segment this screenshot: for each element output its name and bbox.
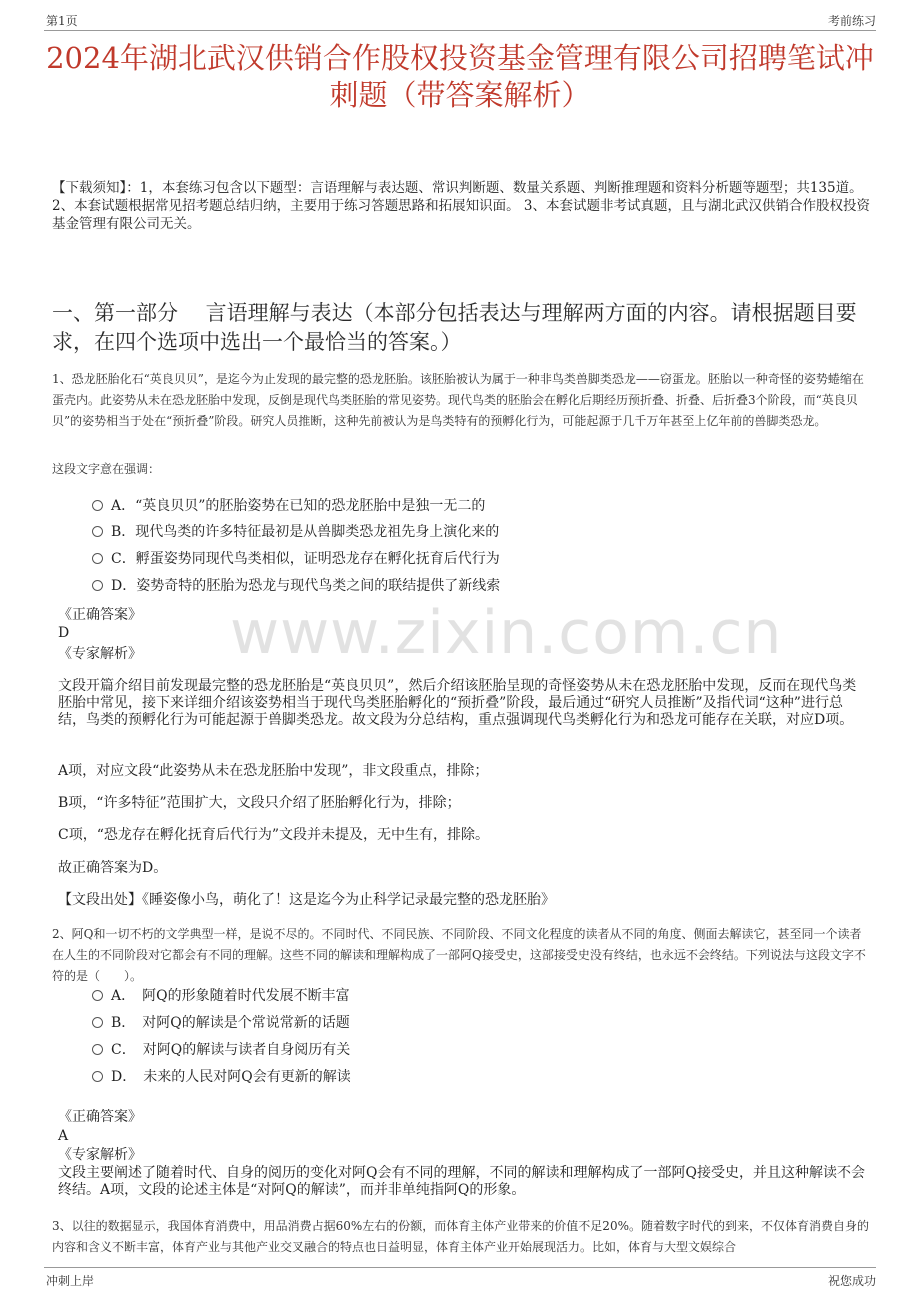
q1-analysis-b: B项，“许多特征”范围扩大，文段只介绍了胚胎孵化行为，排除； (58, 795, 461, 811)
q2-option-d[interactable]: D． 未来的人民对阿Q会有更新的解读 (92, 1067, 351, 1087)
q1-prompt: 这段文字意在强调： (52, 462, 161, 476)
q2-analysis-label: 《专家解析》 (58, 1147, 142, 1163)
radio-icon[interactable] (92, 526, 103, 537)
radio-icon[interactable] (92, 553, 103, 564)
q1-text: 1、恐龙胚胎化石“英良贝贝”，是迄今为止发现的最完整的恐龙胚胎。该胚胎被认为属于一种非鸟类兽脚类恐龙——窃蛋龙。胚胎以一种奇怪的姿势蜷缩在蛋壳内。此姿势从未在恐龙胚胎中发现，反倒是现代鸟类胚胎的常见姿势。现代鸟类的胚胎会在孵化后期经历预折叠、折叠、后折叠3个阶段，而“英良贝贝”的姿势相当于处在“预折叠”阶段。研究人员推断，这种先前被认为是鸟类特有的预孵化行为，可能起源于几千万年甚至上亿年前的兽脚类恐龙。 (52, 372, 864, 428)
q1-analysis-main: 文段开篇介绍目前发现最完整的恐龙胚胎是“英良贝贝”，然后介绍该胚胎呈现的奇怪姿势从未在恐龙胚胎中发现，反而在现代鸟类胚胎中常见，接下来详细介绍该姿势相当于现代鸟类胚胎孵化的“预折叠”阶段，最后通过“研究人员推断”及指代词“这种”进行总结，鸟类的预孵化行为可能起源于兽脚类恐龙。故文段为分总结构，重点强调现代鸟类孵化行为和恐龙可能存在关联，对应D项。 (58, 678, 857, 728)
radio-icon[interactable] (92, 500, 103, 511)
q1-source: 【文段出处】《睡姿像小鸟，萌化了！这是迄今为止科学记录最完整的恐龙胚胎》 (58, 892, 555, 908)
radio-icon[interactable] (92, 580, 103, 591)
header-divider (44, 30, 876, 31)
footer-right-label: 祝您成功 (827, 1274, 876, 1288)
q1-analysis-label: 《专家解析》 (58, 646, 142, 662)
q1-option-d[interactable]: D．姿势奇特的胚胎为恐龙与现代鸟类之间的联结提供了新线索 (92, 576, 500, 596)
q2-answer: A (58, 1128, 69, 1144)
q1-option-c[interactable]: C．孵蛋姿势同现代鸟类相似，证明恐龙存在孵化抚育后代行为 (92, 549, 500, 569)
footer-divider (44, 1267, 876, 1268)
radio-icon[interactable] (92, 1044, 103, 1055)
q1-analysis-c: C项，“恐龙存在孵化抚育后代行为”文段并未提及，无中生有，排除。 (58, 827, 490, 843)
page-number: 第1页 (46, 14, 78, 28)
header-right-label: 考前练习 (827, 14, 876, 28)
radio-icon[interactable] (92, 1017, 103, 1028)
section-title: 一、第一部分 言语理解与表达（本部分包括表达与理解两方面的内容。请根据题目要求，在四个选项中选出一个最恰当的答案。） (52, 301, 857, 354)
q2-analysis: 文段主要阐述了随着时代、自身的阅历的变化对阿Q会有不同的理解，不同的解读和理解构成了一部阿Q接受史，并且这种解读不会终结。A项，文段的论述主体是“对阿Q的解读”，而并非单纯指阿Q的形象。 (58, 1165, 865, 1198)
q2-option-c[interactable]: C． 对阿Q的解读与读者自身阅历有关 (92, 1040, 350, 1060)
footer-left-label: 冲刺上岸 (46, 1274, 95, 1288)
radio-icon[interactable] (92, 1071, 103, 1082)
q1-option-b[interactable]: B．现代鸟类的许多特征最初是从兽脚类恐龙祖先身上演化来的 (92, 522, 499, 542)
q1-analysis-a: A项，对应文段“此姿势从未在恐龙胚胎中发现”，非文段重点，排除； (58, 763, 489, 779)
q3-text: 3、以往的数据显示，我国体育消费中，用品消费占据60%左右的份额，而体育主体产业带来的价值不足20%。随着数字时代的到来，不仅体育消费自身的内容和含义不断丰富，体育产业与其他产业交叉融合的特点也日益明显，体育主体产业开始展现活力。比如，体育与大型文娱综合 (52, 1219, 869, 1254)
radio-icon[interactable] (92, 990, 103, 1001)
watermark: www.zixin.com.cn (230, 598, 783, 668)
q2-answer-label: 《正确答案》 (58, 1109, 142, 1125)
q2-text: 2、阿Q和一切不朽的文学典型一样，是说不尽的。不同时代、不同民族、不同阶段、不同文化程度的读者从不同的角度、侧面去解读它，甚至同一个读者在人生的不同阶段对它都会有不同的理解。这些不同的解读和理解构成了一部阿Q接受史，这部接受史没有终结，也永远不会终结。下列说法与这段文字不符的是（ ）。 (52, 927, 866, 983)
q2-option-a[interactable]: A． 阿Q的形象随着时代发展不断丰富 (92, 986, 350, 1006)
q1-option-a[interactable]: A．“英良贝贝”的胚胎姿势在已知的恐龙胚胎中是独一无二的 (92, 496, 485, 516)
q1-answer-label: 《正确答案》 (58, 607, 142, 623)
download-notice: 【下载须知】：1，本套练习包含以下题型：言语理解与表达题、常识判断题、数量关系题、判断推理题和资料分析题等题型；共135道。 2、本套试题根据常见招考题总结归纳，主要用于练习答题思路和拓展知识面。 3、本套试题非考试真题，且与湖北武汉供销合作股权投资基金管理有限公司无关。 (52, 180, 870, 232)
q1-answer: D (58, 625, 70, 641)
q1-conclusion: 故正确答案为D。 (58, 860, 168, 876)
q2-option-b[interactable]: B． 对阿Q的解读是个常说常新的话题 (92, 1013, 350, 1033)
document-title: 2024年湖北武汉供销合作股权投资基金管理有限公司招聘笔试冲刺题（带答案解析） (46, 41, 874, 112)
